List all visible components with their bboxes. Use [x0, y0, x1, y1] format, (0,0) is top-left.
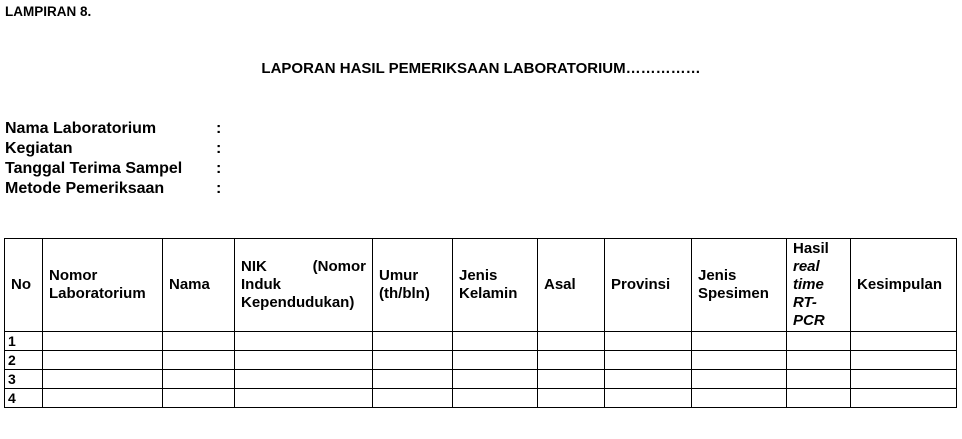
cell — [605, 370, 692, 389]
col-label-line: RT- — [793, 294, 817, 311]
col-no — [5, 239, 43, 332]
col-label-line: Nomor — [49, 267, 98, 284]
col-label-line: Umur — [379, 267, 419, 284]
cell — [235, 370, 373, 389]
cell — [692, 351, 787, 370]
table-row — [5, 389, 957, 408]
col-no-label: No — [11, 276, 31, 293]
field-label: Kegiatan — [5, 140, 73, 157]
cell — [787, 370, 851, 389]
col-hasil-rt-pcr — [787, 239, 851, 332]
report-title: LAPORAN HASIL PEMERIKSAAN LABORATORIUM…………… — [261, 60, 701, 77]
cell — [373, 332, 453, 351]
col-umur — [373, 239, 453, 332]
col-provinsi-label: Provinsi — [611, 276, 671, 293]
col-asal-label: Asal — [544, 276, 576, 293]
field-label: Metode Pemeriksaan — [5, 180, 165, 197]
col-label-line: Jenis — [698, 267, 737, 284]
table-row — [5, 351, 957, 370]
cell — [692, 332, 787, 351]
cell — [373, 389, 453, 408]
cell — [453, 332, 538, 351]
attachment-label: LAMPIRAN 8. — [5, 4, 92, 19]
field-label: Nama Laboratorium — [5, 120, 157, 137]
col-label-line: PCR — [793, 312, 825, 329]
cell — [43, 332, 163, 351]
field-label: Tanggal Terima Sampel — [5, 160, 183, 177]
cell — [235, 351, 373, 370]
row-number: 4 — [5, 389, 43, 408]
col-label-line: Laboratorium — [49, 285, 146, 302]
cell — [538, 332, 605, 351]
field-row-lab — [5, 119, 228, 139]
field-row-metode — [5, 179, 228, 199]
col-label-word: (Nomor — [312, 258, 366, 275]
cell — [163, 370, 235, 389]
field-row-kegiatan — [5, 139, 228, 159]
field-colon: : — [216, 180, 222, 197]
cell — [163, 332, 235, 351]
row-number: 2 — [5, 351, 43, 370]
col-label-line: time — [793, 276, 824, 293]
cell — [851, 332, 957, 351]
cell — [787, 332, 851, 351]
cell — [235, 332, 373, 351]
col-label-line: Kependudukan) — [241, 294, 355, 311]
field-colon: : — [216, 160, 222, 177]
table-row — [5, 370, 957, 389]
col-kesimpulan — [851, 239, 957, 332]
row-number: 1 — [5, 332, 43, 351]
cell — [538, 389, 605, 408]
table-header-row — [5, 239, 957, 332]
col-nama-label: Nama — [169, 276, 210, 293]
cell — [453, 351, 538, 370]
cell — [43, 370, 163, 389]
cell — [605, 332, 692, 351]
row-number: 3 — [5, 370, 43, 389]
cell — [538, 351, 605, 370]
header-fields — [5, 119, 228, 199]
cell — [605, 389, 692, 408]
col-asal — [538, 239, 605, 332]
cell — [453, 370, 538, 389]
cell — [851, 351, 957, 370]
cell — [163, 351, 235, 370]
cell — [235, 389, 373, 408]
cell — [453, 389, 538, 408]
col-label-line — [241, 258, 366, 276]
field-colon: : — [216, 140, 222, 157]
cell — [43, 389, 163, 408]
cell — [43, 351, 163, 370]
cell — [787, 351, 851, 370]
col-label-line: Kelamin — [459, 285, 518, 302]
cell — [373, 351, 453, 370]
cell — [692, 370, 787, 389]
field-colon: : — [216, 120, 222, 137]
table-row — [5, 332, 957, 351]
col-jenis-spesimen — [692, 239, 787, 332]
cell — [851, 389, 957, 408]
col-label-line: Spesimen — [698, 285, 769, 302]
col-provinsi — [605, 239, 692, 332]
cell — [787, 389, 851, 408]
col-label-line: real — [793, 258, 820, 275]
cell — [692, 389, 787, 408]
col-jenis-kelamin — [453, 239, 538, 332]
col-label-line: Jenis — [459, 267, 498, 284]
lab-results-table — [4, 238, 957, 408]
col-label-line: Hasil — [793, 240, 829, 257]
col-label-word: NIK — [241, 258, 267, 275]
field-row-tanggal — [5, 159, 228, 179]
col-label-line: (th/bln) — [379, 285, 430, 302]
cell — [851, 370, 957, 389]
col-kesimpulan-label: Kesimpulan — [857, 276, 943, 293]
cell — [538, 370, 605, 389]
col-nik — [235, 239, 373, 332]
cell — [605, 351, 692, 370]
col-nama — [163, 239, 235, 332]
col-nomor-laboratorium — [43, 239, 163, 332]
cell — [373, 370, 453, 389]
cell — [163, 389, 235, 408]
col-label-line: Induk — [241, 276, 281, 293]
